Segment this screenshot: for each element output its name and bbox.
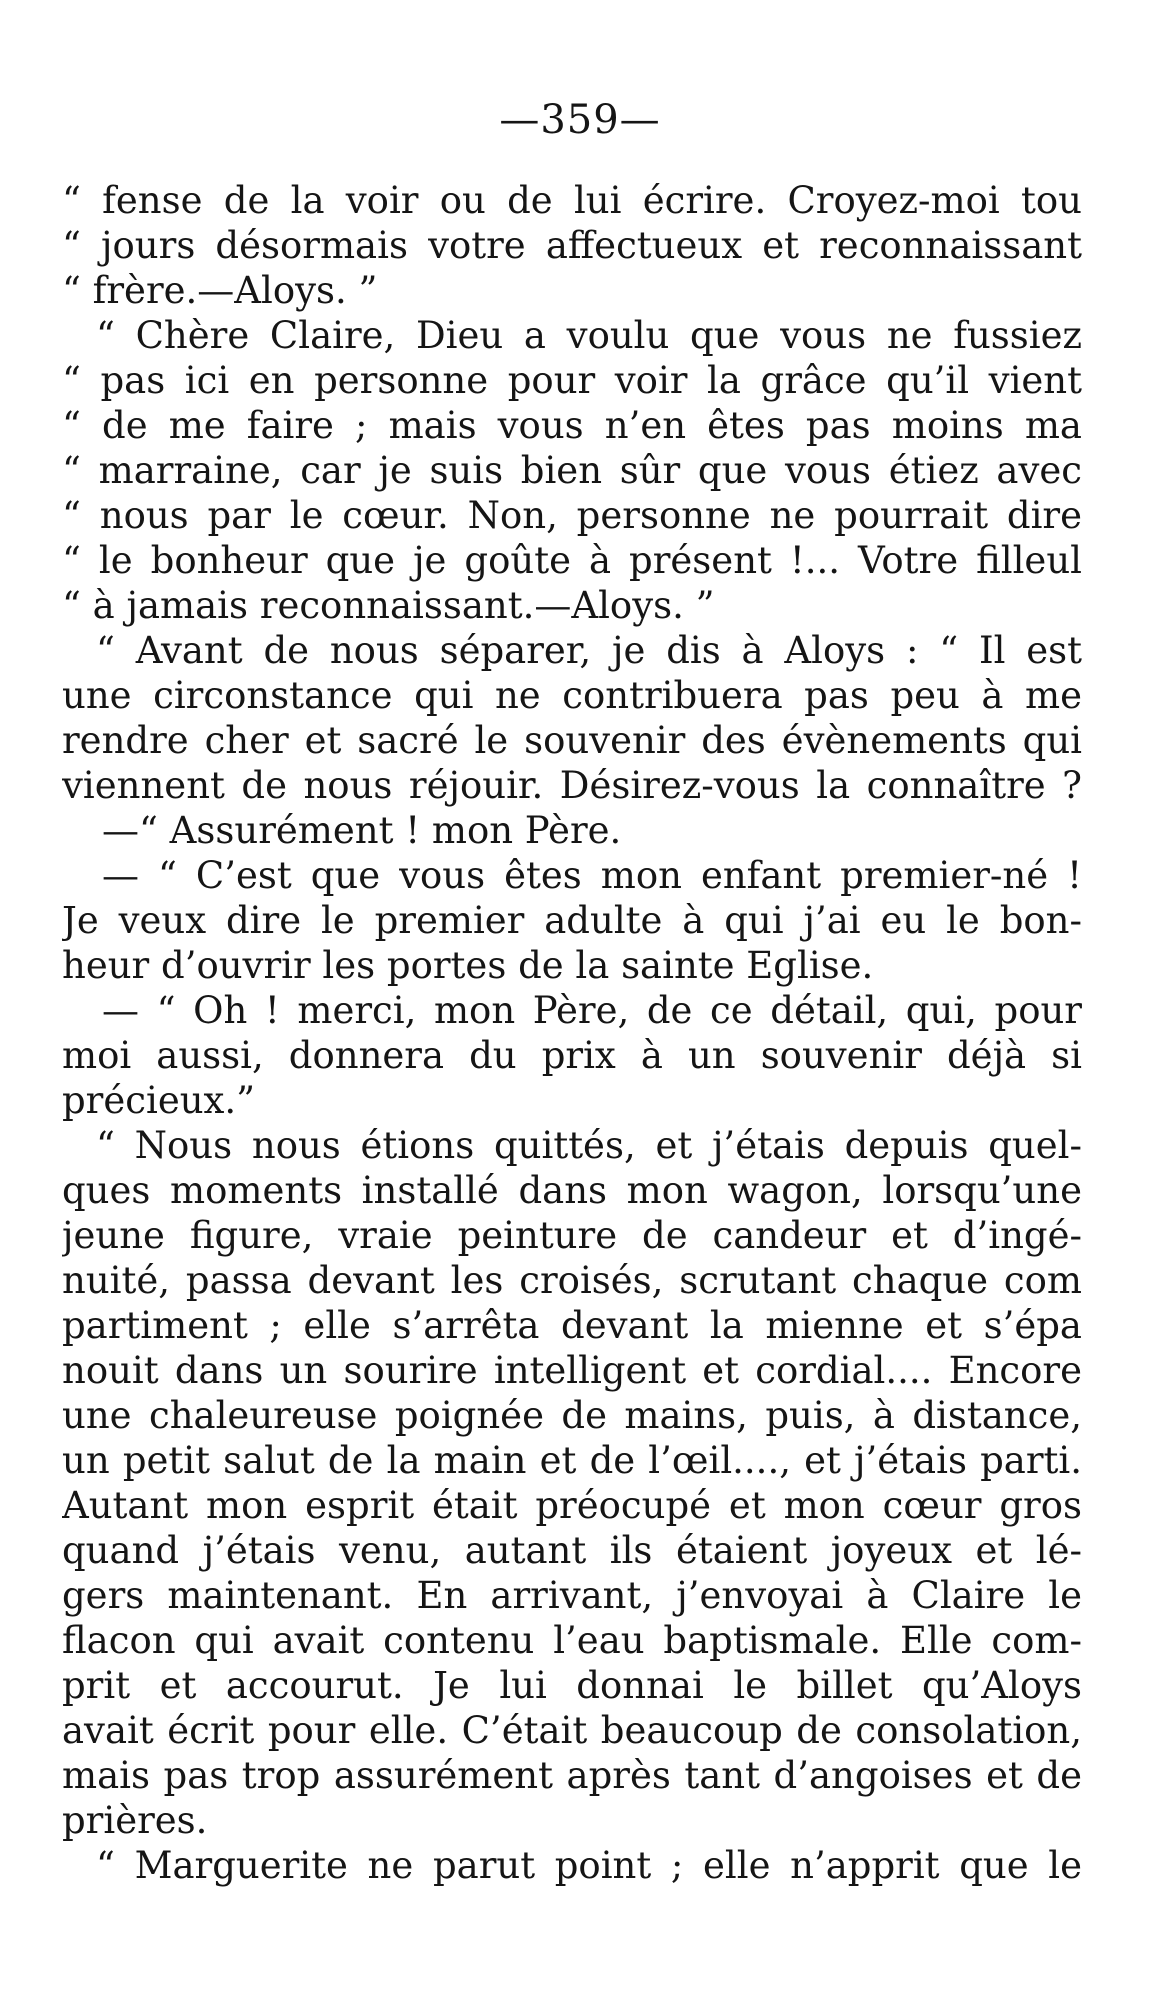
text-line: avait écrit pour elle. C’était beaucoup de consolation, (62, 1709, 1082, 1752)
text-line: flacon qui avait contenu l’eau baptismale. Elle com- (62, 1619, 1082, 1662)
text-line: “ Marguerite ne parut point ; elle n’apprit que le (96, 1844, 1082, 1887)
text-line: un petit salut de la main et de l’œil...., et j’étais parti. (62, 1439, 1082, 1482)
text-line: rendre cher et sacré le souvenir des évènements qui (62, 719, 1082, 762)
text-line: prit et accourut. Je lui donnai le billet qu’Aloys (62, 1664, 1082, 1707)
text-line: Autant mon esprit était préocupé et mon cœur gros (62, 1484, 1082, 1527)
text-line: mais pas trop assurément après tant d’angoises et de (62, 1754, 1082, 1797)
text-line: “ pas ici en personne pour voir la grâce qu’il vient (62, 359, 1082, 402)
text-line: “ le bonheur que je goûte à présent !... Votre filleul (62, 539, 1082, 582)
page-number: —359— (499, 97, 661, 143)
text-line: — “ C’est que vous êtes mon enfant premier-né ! (102, 854, 1082, 897)
text-line: “ à jamais reconnaissant.—Aloys. ” (62, 584, 715, 627)
text-line: “ marraine, car je suis bien sûr que vous étiez avec (62, 449, 1082, 492)
text-line: une chaleureuse poignée de mains, puis, à distance, (62, 1394, 1082, 1437)
text-line: nuité, passa devant les croisés, scrutant chaque com (62, 1259, 1082, 1302)
text-line: “ Avant de nous séparer, je dis à Aloys : “ Il est (96, 629, 1082, 672)
text-line: “ de me faire ; mais vous n’en êtes pas moins ma (62, 404, 1082, 447)
text-line: quand j’étais venu, autant ils étaient joyeux et lé- (62, 1529, 1082, 1572)
text-line: —“ Assurément ! mon Père. (102, 809, 622, 852)
text-line: “ Nous nous étions quittés, et j’étais depuis quel- (96, 1124, 1082, 1167)
text-line: heur d’ouvrir les portes de la sainte Eglise. (62, 944, 874, 987)
text-line: viennent de nous réjouir. Désirez-vous la connaître ? (62, 764, 1082, 807)
text-line: “ fense de la voir ou de lui écrire. Croyez-moi tou (62, 179, 1082, 222)
text-line: prières. (62, 1799, 208, 1842)
text-line: Je veux dire le premier adulte à qui j’ai eu le bon- (62, 899, 1082, 942)
text-line: une circonstance qui ne contribuera pas peu à me (62, 674, 1082, 717)
text-line: ques moments installé dans mon wagon, lorsqu’une (62, 1169, 1082, 1212)
body-text (62, 178, 1082, 1888)
text-line: précieux.” (62, 1079, 256, 1122)
text-line: nouit dans un sourire intelligent et cordial.... Encore (62, 1349, 1082, 1392)
text-line: partiment ; elle s’arrêta devant la mienne et s’épa (62, 1304, 1082, 1347)
text-line: “ Chère Claire, Dieu a voulu que vous ne fussiez (96, 314, 1082, 357)
text-line: — “ Oh ! merci, mon Père, de ce détail, qui, pour (102, 989, 1082, 1032)
text-line: “ nous par le cœur. Non, personne ne pourrait dire (62, 494, 1082, 537)
text-line: gers maintenant. En arrivant, j’envoyai à Claire le (62, 1574, 1082, 1617)
text-line: “ frère.—Aloys. ” (62, 269, 378, 312)
text-line: moi aussi, donnera du prix à un souvenir déjà si (62, 1034, 1082, 1077)
text-line: jeune figure, vraie peinture de candeur et d’ingé- (62, 1214, 1082, 1257)
text-line: “ jours désormais votre affectueux et reconnaissant (62, 224, 1082, 267)
